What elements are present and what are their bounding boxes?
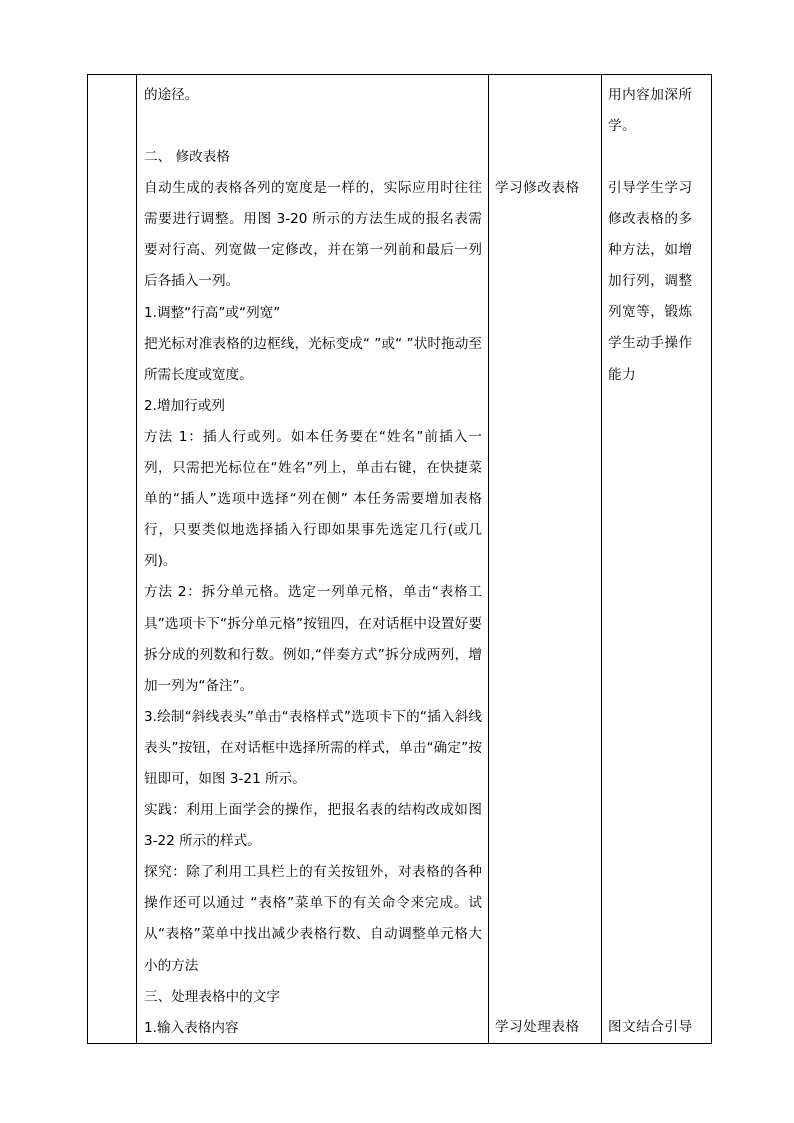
table-row	[88, 75, 712, 1044]
blank-column-cell	[88, 75, 137, 1044]
student-activity-cell	[489, 75, 602, 1044]
student-activity-text: 学习修改表格	[495, 180, 580, 196]
subsection-heading: 2.增加行或列	[144, 397, 225, 414]
inquiry-paragraph: 探究：除了利用工具栏上的有关按钮外，对表格的各种操作还可以通过 “表格”菜单下的有关命令来完成。试从“表格”菜单中找出减少表格行数、自动调整单元格大小的方法	[144, 864, 482, 974]
content-paragraph: 3.绘制“斜线表头”单击“表格样式”选项卡下的“插入斜线表头”按钮，在对话框中选择所需的样式，单击“确定”按钮即可，如图 3-21 所示。	[144, 708, 482, 787]
design-intent-text: 用内容加深所学。	[608, 87, 693, 135]
content-paragraph: 方法 1：插人行或列。如本任务要在“姓名”前插入一列，只需把光标位在“姓名”列上，单击右键，在快捷菜单的“插人”选项中选择“列在侧” 本任务需要增加表格行，只要类似地选择插入行即如果事先选定几行(或几列)。	[144, 428, 482, 570]
design-intent-text: 引导学生学习修改表格的多种方法，如增加行列，调整列宽等，锻炼学生动手操作能力	[608, 180, 693, 383]
design-intent-text: 图文结合引导	[608, 1019, 693, 1035]
subsection-heading: 1.调整“行高”或“列宽”	[144, 304, 281, 321]
lesson-plan-table	[87, 74, 712, 1044]
content-paragraph: 自动生成的表格各列的宽度是一样的，实际应用时往往需要进行调整。用图 3-20 所示的方法生成的报名表需要对行高、列宽做一定修改，并在第一列前和最后一列后各插入一列。	[144, 180, 482, 290]
content-paragraph: 把光标对准表格的边框线，光标变成“ ”或“ ”状时拖动至所需长度或宽度。	[144, 335, 482, 383]
teaching-content-text	[137, 75, 488, 1044]
design-intent-cell	[602, 75, 712, 1044]
practice-paragraph: 实践：利用上面学会的操作，把报名表的结构改成如图 3-22 所示的样式。	[144, 802, 482, 850]
content-paragraph: 的途径。	[144, 87, 199, 103]
section-heading: 二、 修改表格	[144, 149, 230, 166]
subsection-heading: 1.输入表格内容	[144, 1019, 239, 1036]
teaching-content-cell	[137, 75, 489, 1044]
section-heading: 三、处理表格中的文字	[144, 988, 280, 1005]
content-paragraph: 方法 2：拆分单元格。选定一列单元格，单击“表格工具”选项卡下“拆分单元格”按钮四，在对话框中设置好要拆分成的列数和行数。例如,“伴奏方式”拆分成两列，增加一列为“备注”。	[144, 584, 482, 694]
student-activity-text: 学习处理表格	[495, 1019, 580, 1035]
